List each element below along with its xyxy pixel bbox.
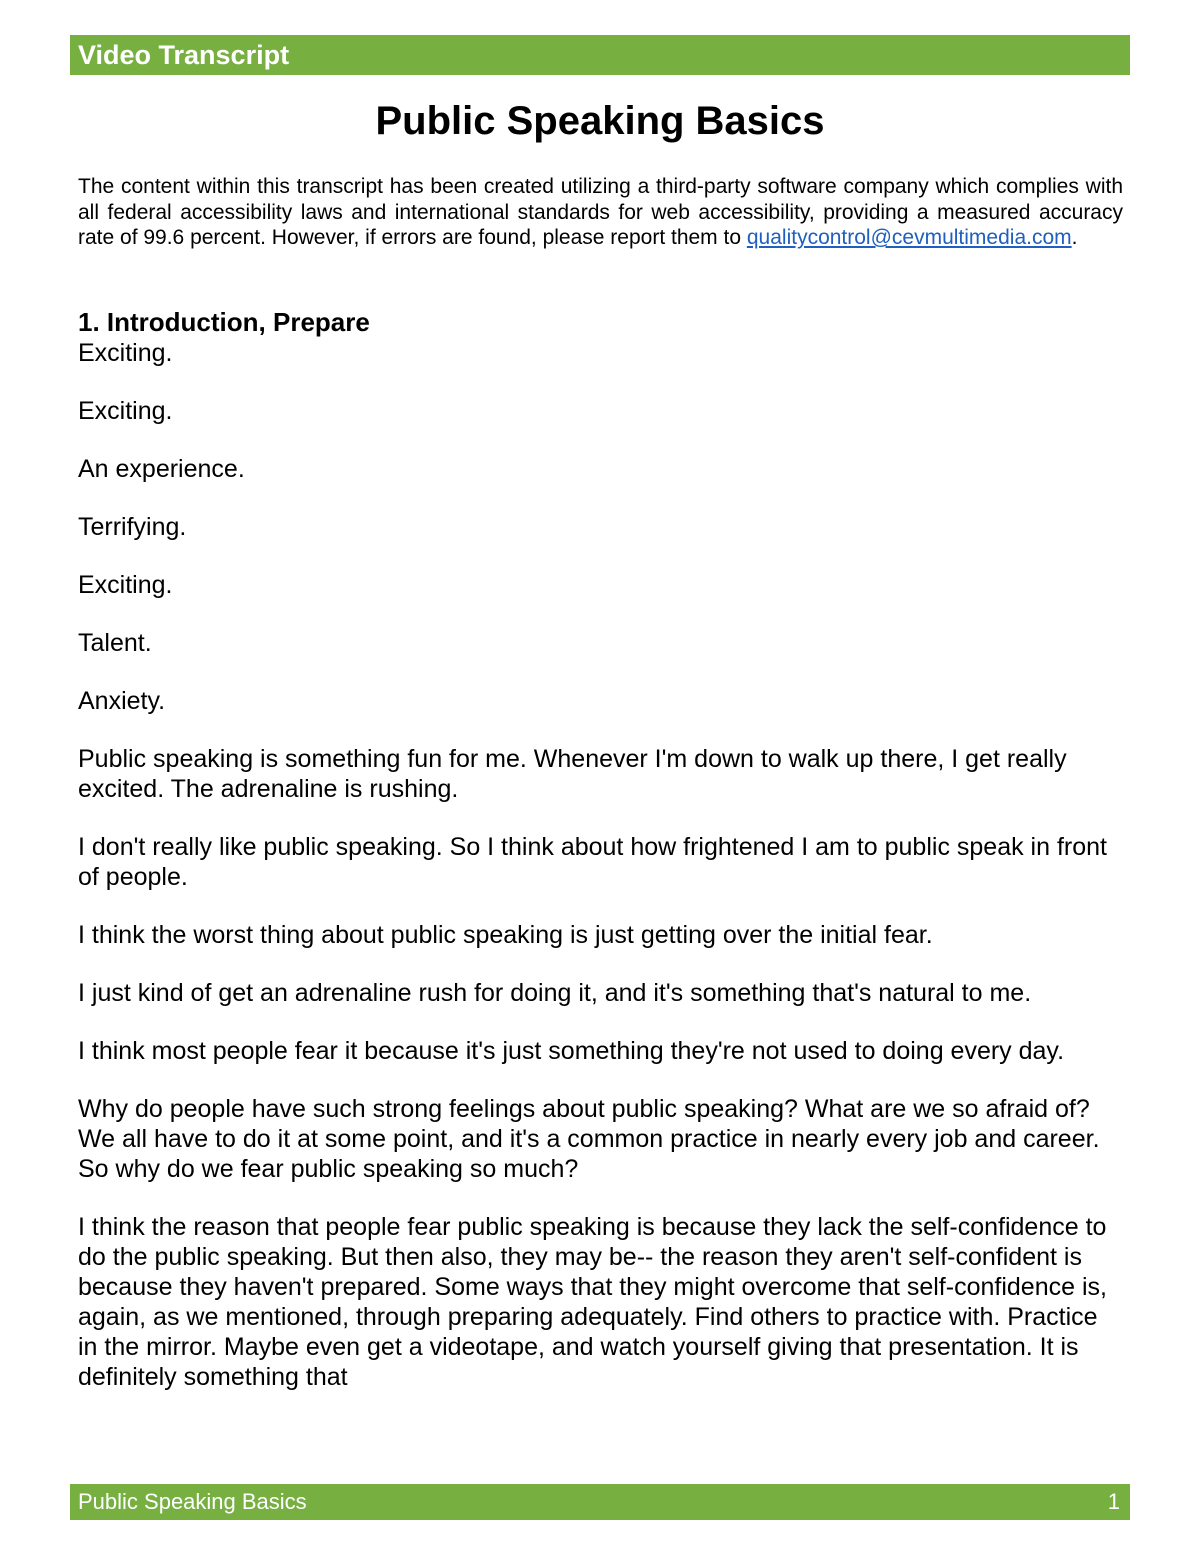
header-banner bbox=[70, 35, 1130, 75]
paragraph: Anxiety. bbox=[78, 687, 166, 715]
paragraph: Why do people have such strong feelings about public speaking? What are we so afraid of? We all have to do it at some point, and it's a common practice in nearly every job and career. So why do we fear public speaking so much? bbox=[78, 1095, 1100, 1183]
paragraph: Terrifying. bbox=[78, 513, 187, 541]
paragraph: I think the worst thing about public speaking is just getting over the initial fear. bbox=[78, 921, 933, 949]
transcript-content bbox=[78, 306, 1123, 1420]
paragraph: Public speaking is something fun for me. Whenever I'm down to walk up there, I get really excited. The adrenaline is rushing. bbox=[78, 745, 1067, 803]
paragraph: I think most people fear it because it's just something they're not used to doing every day. bbox=[78, 1037, 1065, 1065]
footer-title: Public Speaking Basics bbox=[78, 1489, 307, 1514]
paragraph: I don't really like public speaking. So I think about how frightened I am to public speak in front of people. bbox=[78, 833, 1107, 891]
paragraph: I just kind of get an adrenaline rush for doing it, and it's something that's natural to me. bbox=[78, 979, 1032, 1007]
paragraph: Exciting. bbox=[78, 571, 173, 599]
paragraph: An experience. bbox=[78, 455, 245, 483]
paragraph: Talent. bbox=[78, 629, 152, 657]
footer-banner bbox=[70, 1484, 1130, 1520]
section-heading: 1. Introduction, Prepare bbox=[78, 307, 370, 337]
email-link[interactable]: qualitycontrol@cevmultimedia.com bbox=[746, 226, 1072, 249]
page-number: 1 bbox=[1107, 1489, 1120, 1514]
header-label: Video Transcript bbox=[78, 40, 290, 70]
page-title: Public Speaking Basics bbox=[375, 99, 825, 143]
paragraph: Exciting. bbox=[78, 339, 173, 367]
disclaimer-end: . bbox=[1071, 226, 1078, 249]
disclaimer bbox=[78, 174, 1123, 251]
paragraph: Exciting. bbox=[78, 397, 173, 425]
disclaimer-text: The content within this transcript has been created utilizing a third-party software company which complies with all federal accessibility laws and international standards for web accessibility, providing a measured accuracy rate of 99.6 percent. However, if errors are found, please report them to bbox=[78, 175, 1123, 249]
paragraph: I think the reason that people fear public speaking is because they lack the self-confidence to do the public speaking. But then also, they may be-- the reason they aren't self-confident is because they haven't prepared. Some ways that they might overcome that self-confidence is, again, as we mentioned, through preparing adequately. Find others to practice with. Practice in the mirror. Maybe even get a videotape, and watch yourself giving that presentation. It is definitely something that bbox=[78, 1213, 1107, 1391]
